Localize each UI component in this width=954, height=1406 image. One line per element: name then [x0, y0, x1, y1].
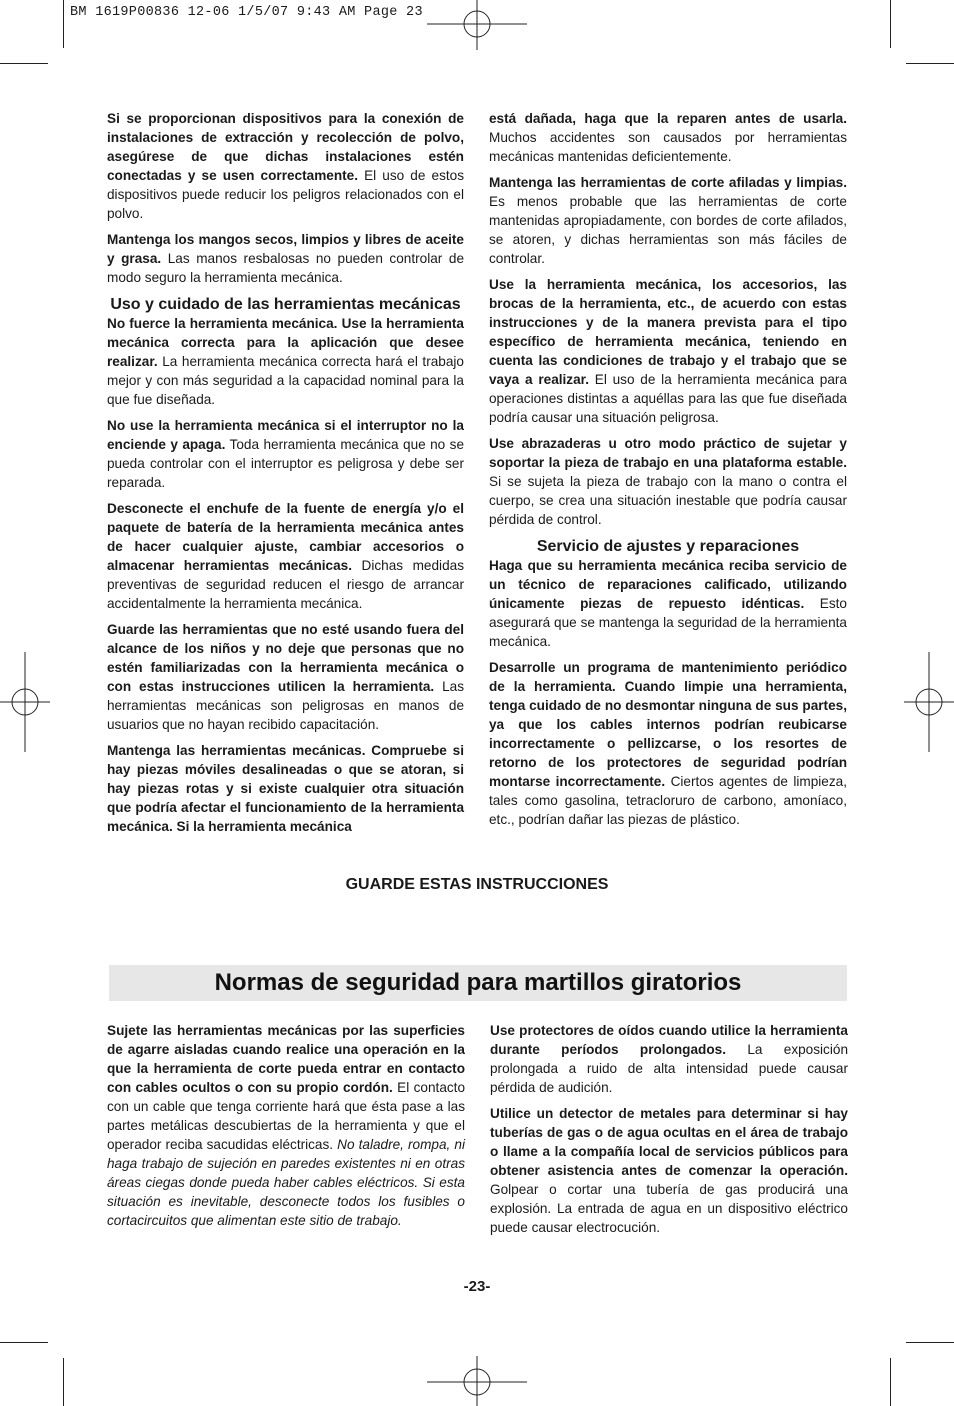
body-text: Ciertos agentes de limpieza, tales como gasolina, tetracloruro de carbono, amoníaco, etc., podrían dañar las piezas de plástico. [489, 774, 847, 827]
paragraph-sharp-tools [489, 173, 847, 268]
paragraph-dust-extraction [107, 109, 464, 223]
registration-mark-bottom [427, 1356, 527, 1406]
save-instructions-heading: GUARDE ESTAS INSTRUCCIONES [345, 876, 609, 893]
bold-lead: Desarrolle un programa de mantenimiento periódico de la herramienta. Cuando limpie una herramienta, tenga cuidado de no desmontar ninguna de sus partes, ya que los cables internos podrían reubicarse incorrectamente o pellizcarse, o los resortes de retorno de los protectores de seguridad podrían montarse incorrectamente. [489, 660, 847, 789]
bold-lead: Mantenga los mangos secos, limpios y libres de aceite y grasa. [107, 232, 464, 266]
bold-lead: Use protectores de oídos cuando utilice la herramienta durante períodos prolongados. [490, 1023, 848, 1057]
body-text: Dichas medidas preventivas de seguridad reducen el riesgo de arrancar accidentalmente la herramienta mecánica. [107, 558, 464, 611]
crop-mark-bottom-left-v [63, 1358, 64, 1406]
print-slug: BM 1619P00836 12-06 1/5/07 9:43 AM Page 23 [70, 5, 423, 20]
bold-lead: Utilice un detector de metales para determinar si hay tuberías de gas o de agua ocultas en el área de trabajo o llame a la compañía local de servicios públicos para obtener asistencia antes de comenzar la operación. [490, 1106, 848, 1178]
body-text: El contacto con un cable que tenga corriente hará que ésta pase a las partes metálicas descubiertas de la herramienta y que el operador reciba sacudidas eléctricas. [107, 1080, 466, 1152]
bold-lead: Mantenga las herramientas de corte afiladas y limpias. [489, 175, 847, 190]
paragraph-ear-protection [490, 1021, 848, 1097]
bottom-right-column [490, 1021, 848, 1244]
paragraph-accessories [489, 275, 847, 427]
body-text: Golpear o cortar una tubería de gas producirá una explosión. La entrada de agua en un dispositivo eléctrico puede causar electrocución. [490, 1182, 848, 1235]
section-title: Normas de seguridad para martillos giratorios [214, 969, 742, 996]
body-text: Es menos probable que las herramientas de corte mantenidas apropiadamente, con bordes de corte afilados, se atoren, y dichas herramientas son más fáciles de controlar. [489, 194, 847, 266]
paragraph-damaged [489, 109, 847, 166]
right-column [489, 109, 847, 836]
bold-lead: No use la herramienta mecánica si el interruptor no la enciende y apaga. [107, 418, 464, 452]
section-banner [109, 965, 847, 1001]
paragraph-maintenance-program [489, 658, 847, 829]
paragraph-metal-detector [490, 1104, 848, 1237]
body-text: Muchos accidentes son causados por herramientas mecánicas mantenidas deficientemente. [489, 130, 847, 164]
paragraph-switch [107, 416, 464, 492]
crop-mark-top-right-v [890, 0, 891, 48]
crop-mark-bottom-right-v [890, 1358, 891, 1406]
bold-lead: Mantenga las herramientas mecánicas. Compruebe si hay piezas móviles desalineadas o que se atoran, si hay piezas rotas y si existe cualquier otra situación que podría afectar el funcionamiento de la herramienta mecánica. Si la herramienta mecánica [107, 743, 464, 834]
body-text: El uso de estos dispositivos puede reducir los peligros relacionados con el polvo. [107, 168, 464, 221]
crop-mark-bottom-left-h [0, 1342, 48, 1343]
crop-mark-bottom-right-h [906, 1342, 954, 1343]
body-text: Si se sujeta la pieza de trabajo con la mano o contra el cuerpo, se crea una situación inestable que podría causar pérdida de control. [489, 474, 847, 527]
bold-lead: No fuerce la herramienta mecánica. Use la herramienta mecánica correcta para la aplicación que desee realizar. [107, 316, 464, 369]
body-text: La herramienta mecánica correcta hará el trabajo mejor y con más seguridad a la capacidad nominal para la que fue diseñada. [107, 354, 464, 407]
paragraph-maintain [107, 741, 464, 836]
body-text: La exposición prolongada a ruido de alta intensidad puede causar pérdida de audición. [490, 1042, 848, 1095]
registration-mark-right [904, 652, 954, 752]
registration-mark-top [427, 0, 527, 50]
bold-lead: Guarde las herramientas que no esté usando fuera del alcance de los niños y no deje que personas que no estén familiarizadas con la herramienta mecánica o con estas instrucciones utilicen la herramienta. [107, 622, 464, 694]
registration-mark-left [0, 652, 50, 752]
body-text: Toda herramienta mecánica que no se pueda controlar con el interruptor es peligrosa y debe ser reparada. [107, 437, 464, 490]
bold-lead: Sujete las herramientas mecánicas por las superficies de agarre aisladas cuando realice una operación en la que la herramienta de corte pueda entrar en contacto con cables ocultos o con su propio cordón. [107, 1023, 465, 1095]
heading-service: Servicio de ajustes y reparaciones [536, 538, 800, 555]
body-text: Las manos resbalosas no pueden controlar de modo seguro la herramienta mecánica. [107, 251, 464, 285]
bottom-left-column [107, 1021, 465, 1237]
body-text: Esto asegurará que se mantenga la seguridad de la herramienta mecánica. [489, 596, 847, 649]
heading-tool-use-care: Uso y cuidado de las herramientas mecánicas [110, 296, 461, 313]
italic-text: No taladre, rompa, ni haga trabajo de sujeción en paredes existentes ni en otras áreas ciegas donde pueda haber cables eléctricos. Si esta situación es inevitable, desconecte todos los fusibles o cortacircuitos que alimentan este sitio de trabajo. [107, 1137, 465, 1228]
left-column [107, 109, 464, 843]
bold-lead: Si se proporcionan dispositivos para la conexión de instalaciones de extracción y recolección de polvo, asegúrese de que dichas instalaciones estén conectadas y se usen correctamente. [107, 111, 464, 183]
bold-lead: Desconecte el enchufe de la fuente de energía y/o el paquete de batería de la herramienta mecánica antes de hacer cualquier ajuste, cambiar accesorios o almacenar herramientas mecánicas. [107, 501, 464, 573]
bold-lead: Use abrazaderas u otro modo práctico de sujetar y soportar la pieza de trabajo en una plataforma estable. [489, 436, 847, 470]
paragraph-disconnect [107, 499, 464, 613]
paragraph-do-not-force [107, 314, 464, 409]
body-text: Las herramientas mecánicas son peligrosas en manos de usuarios que no hayan recibido capacitación. [107, 679, 464, 732]
paragraph-storage [107, 620, 464, 734]
paragraph-clamps [489, 434, 847, 529]
crop-mark-top-right-h [906, 63, 954, 64]
bold-lead: está dañada, haga que la reparen antes de usarla. [489, 111, 847, 126]
bold-lead: Haga que su herramienta mecánica reciba servicio de un técnico de reparaciones calificado, utilizando únicamente piezas de repuesto idénticas. [489, 558, 847, 611]
crop-mark-top-left-h [0, 63, 48, 64]
page-number: -23- [463, 1278, 491, 1295]
crop-mark-top-left-v [63, 0, 64, 48]
paragraph-qualified-service [489, 556, 847, 651]
paragraph-insulated-grip [107, 1021, 465, 1230]
body-text: El uso de la herramienta mecánica para operaciones distintas a aquéllas para las que fue diseñada podría causar una situación peligrosa. [489, 372, 847, 425]
bold-lead: Use la herramienta mecánica, los accesorios, las brocas de la herramienta, etc., de acuerdo con estas instrucciones y de la manera prevista para el tipo específico de herramienta mecánica, teniendo en cuenta las condiciones de trabajo y el trabajo que se vaya a realizar. [489, 277, 847, 387]
paragraph-dry-handles [107, 230, 464, 287]
